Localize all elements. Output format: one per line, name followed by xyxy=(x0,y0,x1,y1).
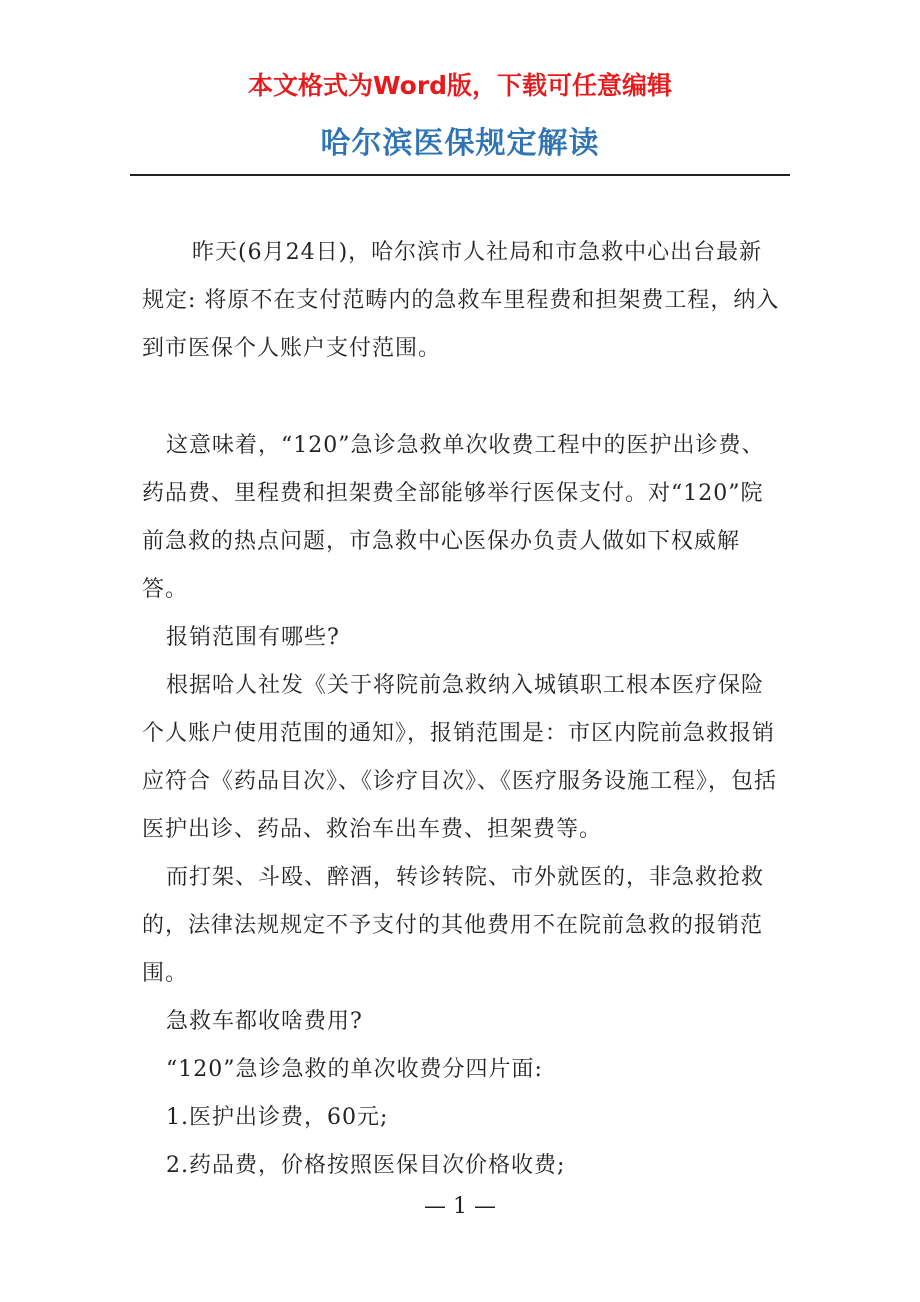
paragraph-meaning: 这意味着，“120”急诊急救单次收费工程中的医护出诊费、药品费、里程费和担架费全部能够举行医保支付。对“120”院前急救的热点问题，市急救中心医保办负责人做如下权威解答。 xyxy=(142,433,765,602)
paragraph-scope: 根据哈人社发《关于将院前急救纳入城镇职工根本医疗保险个人账户使用范围的通知》，报销范围是：市区内院前急救报销应符合《药品目次》、《诊疗目次》、《医疗服务设施工程》，包括医护出诊、药品、救治车出车费、担架费等。 xyxy=(142,673,778,842)
subheading-scope: 报销范围有哪些? xyxy=(166,625,340,650)
page-number: — 1 — xyxy=(424,1194,496,1219)
paragraph-exclusions: 而打架、斗殴、醉酒，转诊转院、市外就医的，非急救抢救的，法律法规规定不予支付的其他费用不在院前急救的报销范围。 xyxy=(142,865,765,986)
list-item-fee-1: 1.医护出诊费，60元; xyxy=(166,1105,389,1130)
subheading-fees: 急救车都收啥费用? xyxy=(166,1009,363,1034)
paragraph-fee-intro: “120”急诊急救的单次收费分四片面: xyxy=(166,1057,543,1082)
paragraph-intro: 昨天(6月24日)，哈尔滨市人社局和市急救中心出台最新规定: 将原不在支付范畴内的急救车里程费和担架费工程，纳入到市医保个人账户支付范围。 xyxy=(142,240,780,361)
download-banner: 本文格式为Word版，下载可任意编辑 xyxy=(247,71,673,100)
list-item-fee-2: 2.药品费，价格按照医保目次价格收费; xyxy=(166,1153,566,1178)
title-divider xyxy=(130,174,790,176)
document-title: 哈尔滨医保规定解读 xyxy=(320,126,600,161)
